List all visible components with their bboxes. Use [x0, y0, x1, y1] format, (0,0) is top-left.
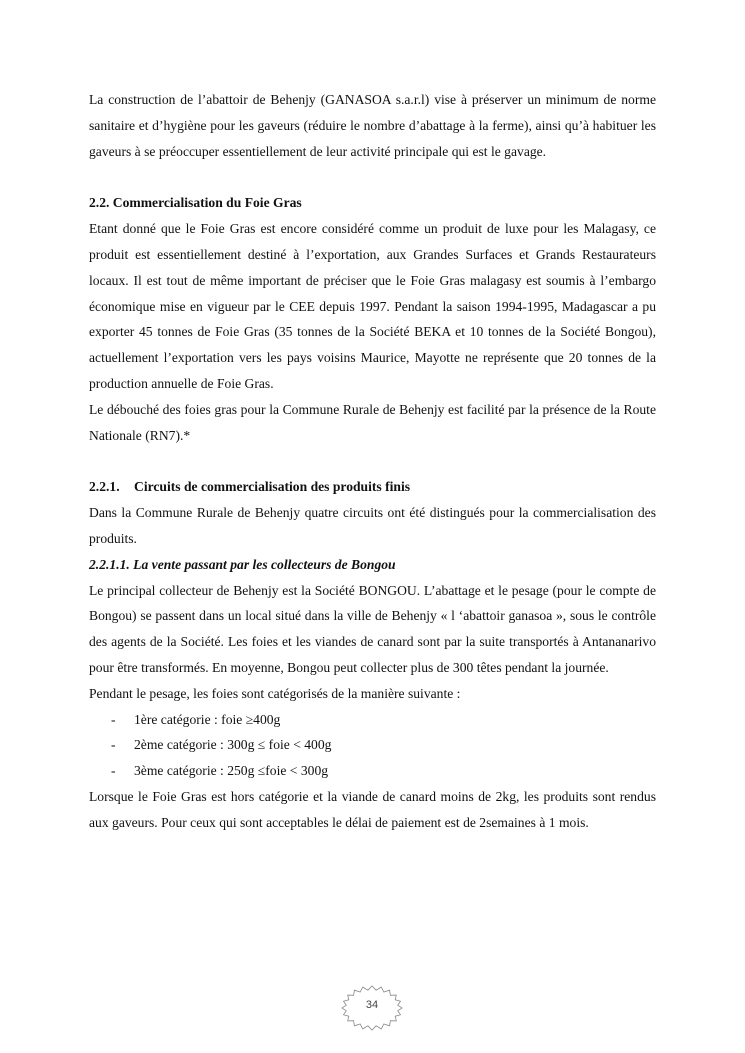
list-dash: -: [111, 763, 116, 779]
section-2-2-1-paragraph: Dans la Commune Rurale de Behenjy quatre circuits ont été distingués pour la commercialisation des produits.: [89, 505, 656, 546]
list-dash: -: [111, 711, 116, 727]
list-item: - 1ère catégorie : foie ≥400g: [89, 707, 656, 733]
intro-paragraph: La construction de l’abattoir de Behenjy (GANASOA s.a.r.l) vise à préserver un minimum de norme sanitaire et d’hygiène pour les gaveurs (réduire le nombre d’abattage à la ferme), ainsi qu’à habituer les gaveurs à se préoccuper essentiellement de leur activité principale qui est le gavage.: [89, 92, 656, 159]
section-2-2-paragraph-2: Le débouché des foies gras pour la Commune Rurale de Behenjy est facilité par la présence de la Route Nationale (RN7).*: [89, 401, 656, 443]
list-item: - 2ème catégorie : 300g ≤ foie < 400g: [89, 732, 656, 758]
section-2-2-1-1-paragraph-2: Pendant le pesage, les foies sont catégorisés de la manière suivante :: [89, 685, 461, 701]
category-list: [89, 707, 656, 784]
section-heading-2-2-1: [89, 474, 656, 500]
section-2-2-1-1-paragraph-3: Lorsque le Foie Gras est hors catégorie et la viande de canard moins de 2kg, les produits sont rendus aux gaveurs. Pour ceux qui sont acceptables le délai de paiement est de 2semaines à 1 mois.: [89, 788, 656, 830]
section-heading-2-2: 2.2. Commercialisation du Foie Gras: [89, 195, 302, 211]
page-number: 34: [365, 999, 379, 1011]
document-page: [89, 87, 656, 836]
section-title: Circuits de commercialisation des produits finis: [134, 479, 411, 495]
section-heading-2-2-1-1: 2.2.1.1. La vente passant par les collecteurs de Bongou: [89, 556, 396, 572]
list-item: - 3ème catégorie : 250g ≤foie < 300g: [89, 758, 656, 784]
section-2-2-paragraph-1: Etant donné que le Foie Gras est encore considéré comme un produit de luxe pour les Malagasy, ce produit est essentiellement destiné à l’exportation, aux Grandes Surfaces et Grands Restaurateurs locaux. Il est tout de même important de préciser que le Foie Gras malagasy est soumis à l’embargo économique mise en vigueur par le CEE depuis 1997. Pendant la saison 1994-1995, Madagascar a pu exporter 45 tonnes de Foie Gras (35 tonnes de la Société BEKA et 10 tonnes de la Société Bongou), actuellement l’exportation vers les pays voisins Maurice, Mayotte ne représente que 20 tonnes de la production annuelle de Foie Gras.: [89, 221, 656, 391]
page-number-badge: [341, 985, 403, 1031]
section-2-2-1-1-paragraph-1: Le principal collecteur de Behenjy est la Société BONGOU. L’abattage et le pesage (pour le compte de Bongou) se passent dans un local situé dans la ville de Behenjy « l ‘abattoir ganasoa », sous le contrôle des agents de la Société. Les foies et les viandes de canard sont par la suite transportés à Antananarivo pour être transformés. En moyenne, Bongou peut collecter plus de 300 têtes pendant la journée.: [89, 582, 656, 675]
section-number: 2.2.1.: [89, 479, 120, 495]
list-dash: -: [111, 737, 116, 753]
